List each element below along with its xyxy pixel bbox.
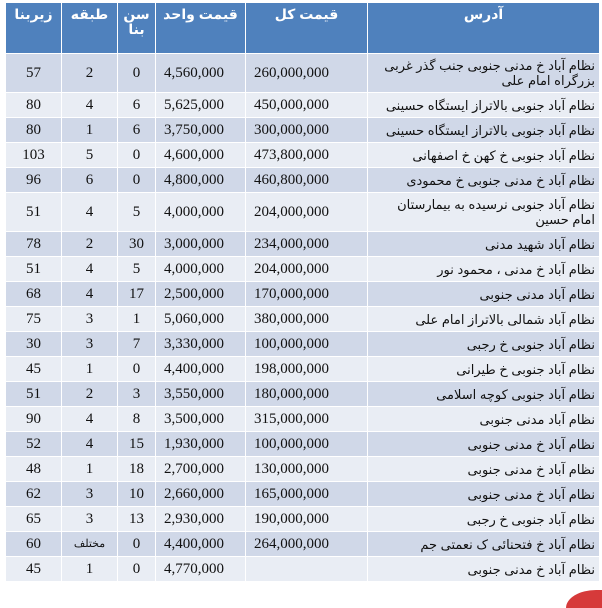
unit-price-cell: 4,560,000 — [156, 54, 246, 93]
address-cell: نظام آباد جنوبی خ طیرانی — [368, 357, 600, 382]
total-price-cell: 380,000,000 — [246, 307, 368, 332]
address-cell: نظام آباد جنوبی نرسیده به بیمارستان امام حسین — [368, 193, 600, 232]
total-price-cell: 100,000,000 — [246, 432, 368, 457]
address-cell: نظام آباد خ مدنی جنوبی خ محمودی — [368, 168, 600, 193]
area-cell: 103 — [6, 143, 62, 168]
table-row — [6, 307, 600, 332]
building-age-cell: 0 — [118, 168, 156, 193]
floor-cell: 4 — [62, 93, 118, 118]
address-cell: نظام آباد جنوبی بالاتراز ایستگاه حسینی — [368, 93, 600, 118]
unit-price-cell: 2,660,000 — [156, 482, 246, 507]
floor-cell: 4 — [62, 407, 118, 432]
address-cell: نظام آباد مدنی جنوبی — [368, 282, 600, 307]
floor-cell: 3 — [62, 507, 118, 532]
floor-cell: 2 — [62, 382, 118, 407]
building-age-cell: 3 — [118, 382, 156, 407]
unit-price-cell: 5,060,000 — [156, 307, 246, 332]
header-area: زیربنا — [6, 3, 62, 54]
building-age-cell: 0 — [118, 532, 156, 557]
unit-price-cell: 2,700,000 — [156, 457, 246, 482]
building-age-cell: 5 — [118, 193, 156, 232]
unit-price-cell: 1,930,000 — [156, 432, 246, 457]
address-cell: نظام آباد خ مدنی جنوبی — [368, 432, 600, 457]
unit-price-cell: 4,600,000 — [156, 143, 246, 168]
total-price-cell: 198,000,000 — [246, 357, 368, 382]
table-body — [6, 54, 600, 582]
header-floor: طبقه — [62, 3, 118, 54]
unit-price-cell: 3,750,000 — [156, 118, 246, 143]
building-age-cell: 1 — [118, 307, 156, 332]
address-cell: نظام آباد جنوبی خ کهن خ اصفهانی — [368, 143, 600, 168]
table-row — [6, 257, 600, 282]
area-cell: 45 — [6, 557, 62, 582]
area-cell: 80 — [6, 118, 62, 143]
address-cell: نظام آباد جنوبی کوچه اسلامی — [368, 382, 600, 407]
total-price-cell: 190,000,000 — [246, 507, 368, 532]
table-row — [6, 54, 600, 93]
floor-cell: 4 — [62, 432, 118, 457]
address-cell: نظام آباد جنوبی خ رجبی — [368, 332, 600, 357]
table-row — [6, 357, 600, 382]
area-cell: 75 — [6, 307, 62, 332]
floor-cell: 1 — [62, 457, 118, 482]
header-total-price: قیمت کل — [246, 3, 368, 54]
address-cell: نظام آباد شهید مدنی — [368, 232, 600, 257]
area-cell: 65 — [6, 507, 62, 532]
table-row — [6, 168, 600, 193]
building-age-cell: 7 — [118, 332, 156, 357]
unit-price-cell: 5,625,000 — [156, 93, 246, 118]
floor-cell: 2 — [62, 54, 118, 93]
area-cell: 90 — [6, 407, 62, 432]
address-cell: نظام آباد مدنی جنوبی — [368, 407, 600, 432]
area-cell: 78 — [6, 232, 62, 257]
total-price-cell: 460,800,000 — [246, 168, 368, 193]
total-price-cell: 165,000,000 — [246, 482, 368, 507]
total-price-cell: 264,000,000 — [246, 532, 368, 557]
area-cell: 30 — [6, 332, 62, 357]
table-row — [6, 93, 600, 118]
table-row — [6, 143, 600, 168]
total-price-cell: 234,000,000 — [246, 232, 368, 257]
floor-cell: 2 — [62, 232, 118, 257]
floor-cell: 4 — [62, 257, 118, 282]
address-cell: نظام آباد شمالی بالاتراز امام علی — [368, 307, 600, 332]
address-cell: نظام آباد خ فتحنائی ک نعمتی جم — [368, 532, 600, 557]
total-price-cell: 204,000,000 — [246, 257, 368, 282]
unit-price-cell: 3,550,000 — [156, 382, 246, 407]
area-cell: 48 — [6, 457, 62, 482]
table-row — [6, 557, 600, 582]
building-age-cell: 15 — [118, 432, 156, 457]
unit-price-cell: 4,000,000 — [156, 193, 246, 232]
area-cell: 51 — [6, 382, 62, 407]
table-row — [6, 282, 600, 307]
total-price-cell: 300,000,000 — [246, 118, 368, 143]
total-price-cell: 315,000,000 — [246, 407, 368, 432]
building-age-cell: 0 — [118, 143, 156, 168]
floor-cell: 1 — [62, 557, 118, 582]
building-age-cell: 13 — [118, 507, 156, 532]
area-cell: 60 — [6, 532, 62, 557]
unit-price-cell: 2,930,000 — [156, 507, 246, 532]
area-cell: 68 — [6, 282, 62, 307]
property-listing-table — [5, 2, 600, 582]
area-cell: 96 — [6, 168, 62, 193]
total-price-cell: 473,800,000 — [246, 143, 368, 168]
total-price-cell: 204,000,000 — [246, 193, 368, 232]
address-cell: نظام آباد خ مدنی جنوبی جنب گذر غربی بزرگراه امام علی — [368, 54, 600, 93]
floor-cell: 5 — [62, 143, 118, 168]
table-row — [6, 507, 600, 532]
building-age-cell: 18 — [118, 457, 156, 482]
floor-cell: 4 — [62, 282, 118, 307]
listing-table-wrapper — [5, 2, 599, 582]
address-cell: نظام آباد جنوبی خ رجبی — [368, 507, 600, 532]
total-price-cell: 130,000,000 — [246, 457, 368, 482]
floor-cell: 1 — [62, 357, 118, 382]
floor-cell: 3 — [62, 307, 118, 332]
table-row — [6, 332, 600, 357]
building-age-cell: 10 — [118, 482, 156, 507]
floor-cell: 6 — [62, 168, 118, 193]
building-age-cell: 0 — [118, 357, 156, 382]
corner-logo-shape — [566, 590, 602, 608]
total-price-cell: 260,000,000 — [246, 54, 368, 93]
unit-price-cell: 4,770,000 — [156, 557, 246, 582]
table-row — [6, 432, 600, 457]
table-row — [6, 118, 600, 143]
header-address: آدرس — [368, 3, 600, 54]
unit-price-cell: 4,400,000 — [156, 357, 246, 382]
header-building-age: سن بنا — [118, 3, 156, 54]
area-cell: 52 — [6, 432, 62, 457]
total-price-cell: 450,000,000 — [246, 93, 368, 118]
table-row — [6, 457, 600, 482]
table-row — [6, 482, 600, 507]
address-cell: نظام آباد خ مدنی ، محمود نور — [368, 257, 600, 282]
area-cell: 51 — [6, 193, 62, 232]
unit-price-cell: 4,000,000 — [156, 257, 246, 282]
table-row — [6, 532, 600, 557]
area-cell: 51 — [6, 257, 62, 282]
area-cell: 57 — [6, 54, 62, 93]
total-price-cell — [246, 557, 368, 582]
floor-cell: 1 — [62, 118, 118, 143]
address-cell: نظام آباد خ مدنی جنوبی — [368, 457, 600, 482]
building-age-cell: 0 — [118, 54, 156, 93]
unit-price-cell: 4,400,000 — [156, 532, 246, 557]
building-age-cell: 17 — [118, 282, 156, 307]
table-row — [6, 193, 600, 232]
floor-cell: 4 — [62, 193, 118, 232]
building-age-cell: 30 — [118, 232, 156, 257]
building-age-cell: 5 — [118, 257, 156, 282]
unit-price-cell: 2,500,000 — [156, 282, 246, 307]
building-age-cell: 6 — [118, 93, 156, 118]
unit-price-cell: 3,330,000 — [156, 332, 246, 357]
header-unit-price: قیمت واحد — [156, 3, 246, 54]
total-price-cell: 100,000,000 — [246, 332, 368, 357]
total-price-cell: 180,000,000 — [246, 382, 368, 407]
table-row — [6, 407, 600, 432]
unit-price-cell: 3,500,000 — [156, 407, 246, 432]
table-row — [6, 382, 600, 407]
area-cell: 80 — [6, 93, 62, 118]
address-cell: نظام آباد خ مدنی جنوبی — [368, 482, 600, 507]
unit-price-cell: 3,000,000 — [156, 232, 246, 257]
building-age-cell: 6 — [118, 118, 156, 143]
building-age-cell: 8 — [118, 407, 156, 432]
area-cell: 45 — [6, 357, 62, 382]
floor-cell: مختلف — [62, 532, 118, 557]
floor-cell: 3 — [62, 482, 118, 507]
table-row — [6, 232, 600, 257]
unit-price-cell: 4,800,000 — [156, 168, 246, 193]
total-price-cell: 170,000,000 — [246, 282, 368, 307]
address-cell: نظام آباد جنوبی بالاتراز ایستگاه حسینی — [368, 118, 600, 143]
area-cell: 62 — [6, 482, 62, 507]
floor-cell: 3 — [62, 332, 118, 357]
table-header-row — [6, 3, 600, 54]
building-age-cell: 0 — [118, 557, 156, 582]
address-cell: نظام آباد خ مدنی جنوبی — [368, 557, 600, 582]
